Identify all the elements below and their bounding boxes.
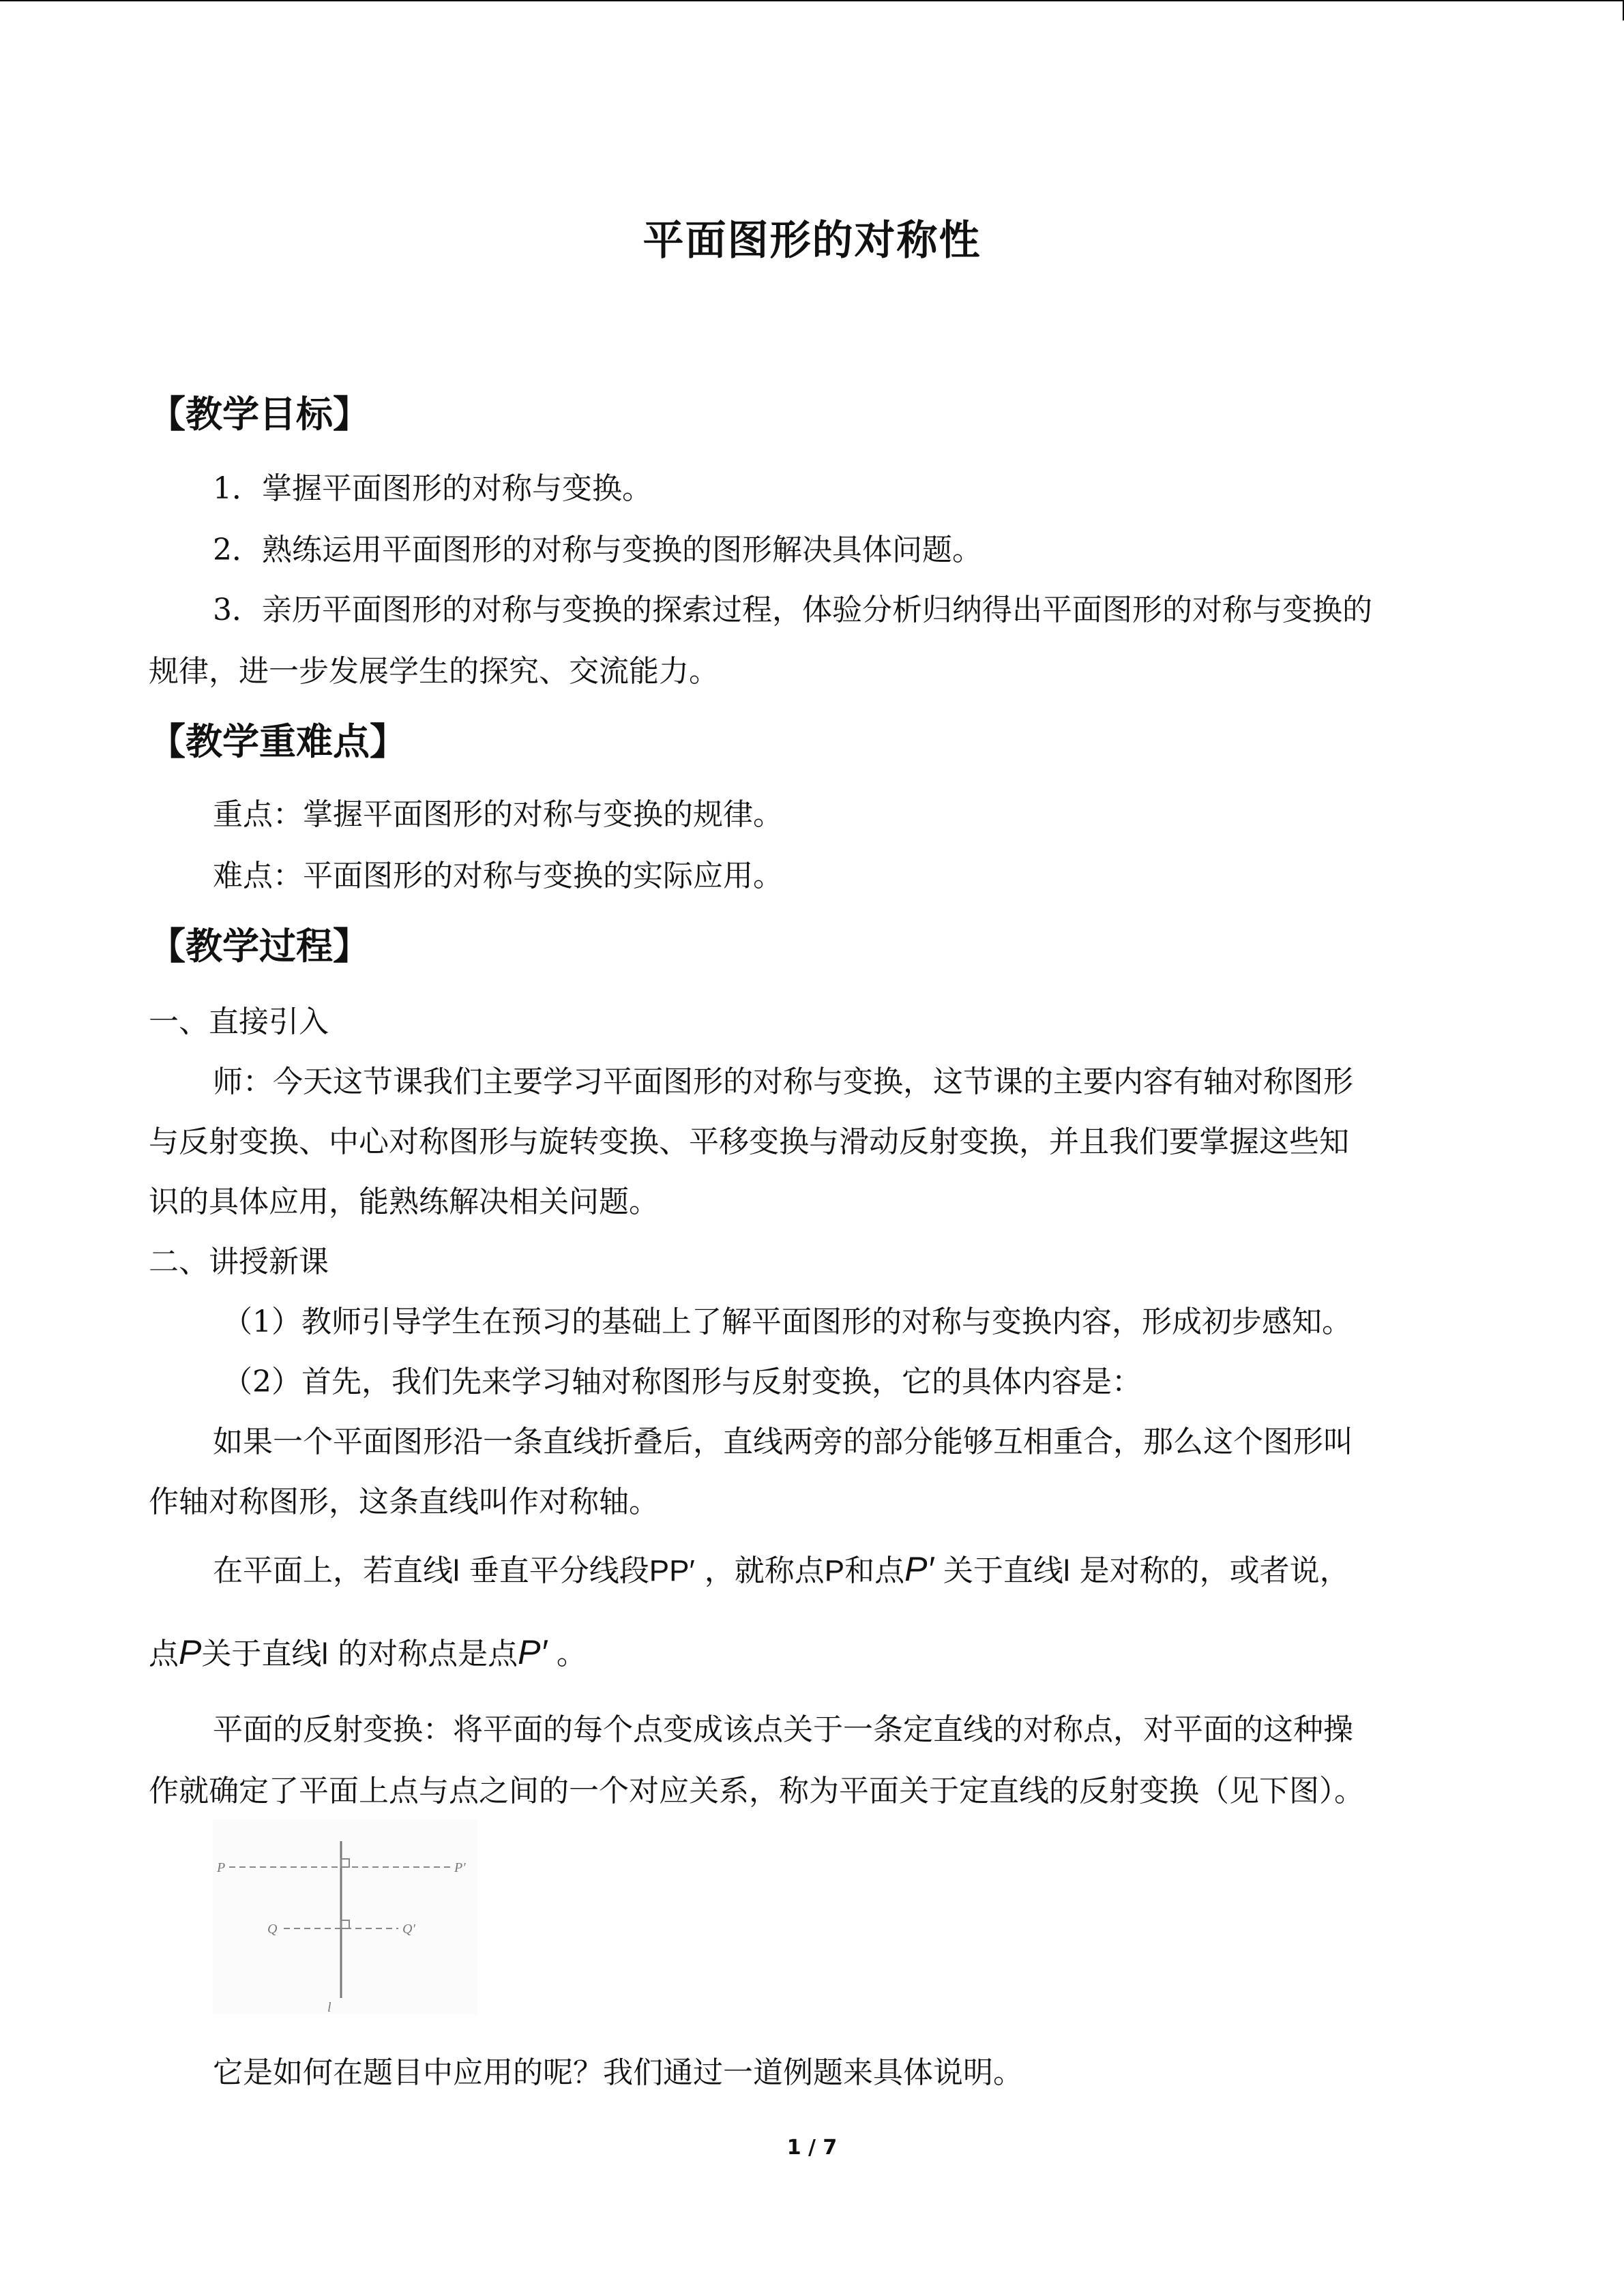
- symmetry-definition-line-2: [149, 1635, 587, 1669]
- text-segment: 是对称的，或者说，: [1079, 1553, 1350, 1588]
- symbol-l: l: [1063, 1554, 1070, 1587]
- part1-line-3: 识的具体应用，能熟练解决相关问题。: [149, 1184, 659, 1219]
- label-l: l: [327, 2000, 331, 2014]
- symbol-l: l: [453, 1554, 460, 1587]
- goal-item-3: 3．亲历平面图形的对称与变换的探索过程，体验分析归纳得出平面图形的对称与变换的: [213, 593, 1372, 627]
- symbol-l: l: [321, 1637, 329, 1671]
- part1-line-2: 与反射变换、中心对称图形与旋转变换、平移变换与滑动反射变换，并且我们要掌握这些知: [149, 1124, 1349, 1159]
- symbol-p-prime: P′: [518, 1633, 547, 1671]
- reflection-line-2: 作就确定了平面上点与点之间的一个对应关系，称为平面关于定直线的反射变换（见下图）。: [149, 1774, 1364, 1808]
- key-point: 重点：掌握平面图形的对称与变换的规律。: [213, 797, 783, 832]
- text-segment: 。: [556, 1637, 587, 1671]
- reflection-figure: [213, 1819, 477, 2014]
- symbol-pp-prime: PP′: [649, 1554, 695, 1587]
- goal-item-1: 1．掌握平面图形的对称与变换。: [213, 471, 652, 506]
- label-q-prime: Q′: [402, 1922, 415, 1937]
- label-q: Q: [267, 1922, 278, 1937]
- goal-item-3-cont: 规律，进一步发展学生的探究、交流能力。: [149, 654, 719, 689]
- goal-item-2: 2．熟练运用平面图形的对称与变换的图形解决具体问题。: [213, 533, 982, 567]
- text-segment: 在平面上，若直线: [213, 1553, 453, 1588]
- page-top-border: [0, 0, 1624, 1]
- part1-line-1: 师：今天这节课我们主要学习平面图形的对称与变换，这节课的主要内容有轴对称图形: [213, 1064, 1353, 1099]
- symbol-p: P: [179, 1633, 202, 1671]
- page-number: 1 / 7: [786, 2136, 838, 2160]
- document-title: 平面图形的对称性: [643, 217, 981, 265]
- text-segment: 的对称点是点: [338, 1637, 518, 1671]
- text-segment: 点: [149, 1637, 179, 1671]
- part2-line-2: （2）首先，我们先来学习轴对称图形与反射变换，它的具体内容是：: [222, 1365, 1142, 1399]
- text-segment: 和点: [844, 1553, 905, 1588]
- heading-key-points: 【教学重难点】: [149, 720, 407, 763]
- text-segment: 关于直线: [201, 1637, 322, 1671]
- text-segment: 垂直平分线段: [469, 1553, 649, 1588]
- part2-line-3: 如果一个平面图形沿一条直线折叠后，直线两旁的部分能够互相重合，那么这个图形叫: [213, 1425, 1353, 1459]
- difficult-point: 难点：平面图形的对称与变换的实际应用。: [213, 859, 783, 893]
- reflection-line-1: 平面的反射变换：将平面的每个点变成该点关于一条定直线的对称点，对平面的这种操: [213, 1712, 1353, 1747]
- right-angle-mark-top: [341, 1859, 349, 1867]
- symmetry-definition-line-1: [213, 1552, 1350, 1586]
- text-segment: 关于直线: [943, 1553, 1063, 1588]
- part2-title: 二、讲授新课: [149, 1244, 329, 1279]
- part2-line-1: （1）教师引导学生在预习的基础上了解平面图形的对称与变换内容，形成初步感知。: [222, 1304, 1352, 1339]
- text-segment: ，就称点: [704, 1553, 825, 1588]
- closing-line: 它是如何在题目中应用的呢？我们通过一道例题来具体说明。: [213, 2055, 1023, 2090]
- reflection-diagram: [213, 1819, 477, 2014]
- symbol-p-prime: P′: [904, 1550, 934, 1588]
- label-p: P: [217, 1860, 226, 1875]
- heading-teaching-goals: 【教学目标】: [149, 393, 370, 436]
- symbol-p: P: [824, 1554, 845, 1587]
- heading-teaching-process: 【教学过程】: [149, 925, 370, 968]
- label-p-prime: P′: [454, 1860, 466, 1875]
- right-angle-mark-bottom: [341, 1920, 349, 1928]
- part2-line-4: 作轴对称图形，这条直线叫作对称轴。: [149, 1485, 659, 1519]
- part1-title: 一、直接引入: [149, 1004, 329, 1039]
